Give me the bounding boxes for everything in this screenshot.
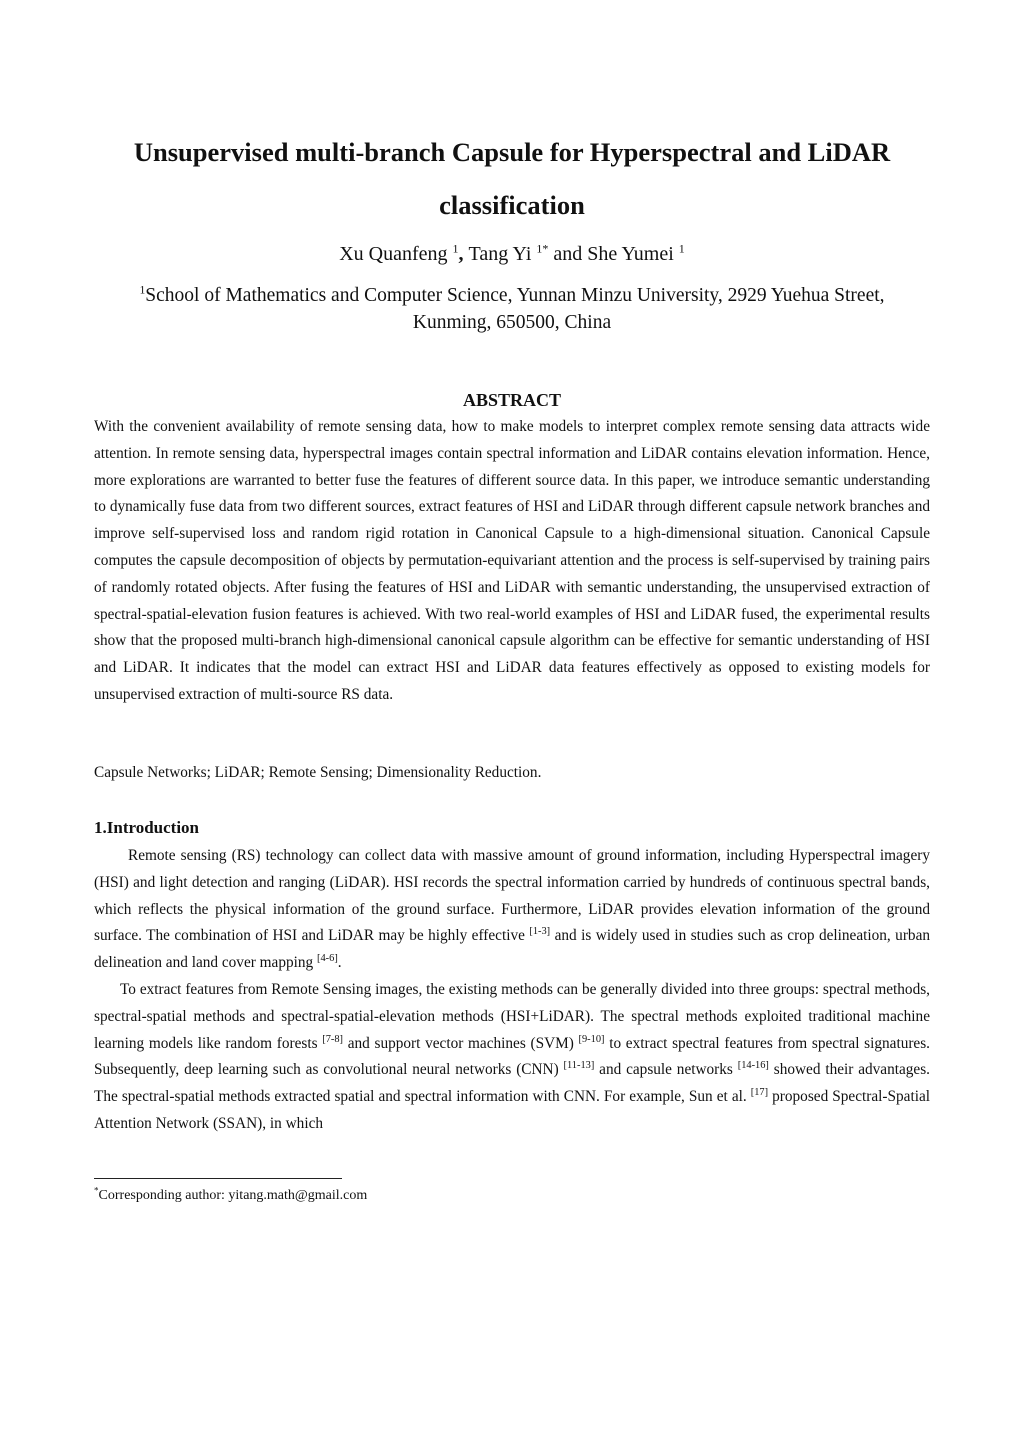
footnote xyxy=(94,1185,368,1204)
keywords: Capsule Networks; LiDAR; Remote Sensing; Dimensionality Reduction. xyxy=(94,764,542,781)
author-affiliation-mark: 1 xyxy=(678,241,685,256)
paper-title-line-2: classification xyxy=(439,190,585,220)
paragraph-text: To extract features from Remote Sensing images, the existing methods can be generally divided into three groups: spectral methods, spectral-spatial methods and spectral-spatial-elevation methods (HSI+LiDAR). The spectral methods exploited traditional machine learning models like random forests xyxy=(94,980,930,1052)
citation: [11-13] xyxy=(563,1060,595,1072)
paragraph-text: proposed Spectral-Spatial Attention Network (SSAN), in which xyxy=(94,1088,930,1132)
author-list xyxy=(60,243,964,266)
citation: [4-6] xyxy=(317,953,338,965)
footnote-divider xyxy=(94,1178,342,1179)
citation: [1-3] xyxy=(529,926,551,938)
author-affiliation-mark: 1 xyxy=(452,241,459,256)
footnote-text: Corresponding author: yitang.math@gmail.com xyxy=(98,1188,368,1203)
paragraph-text: and is widely used in studies such as crop delineation, urban delineation and land cover mapping xyxy=(94,927,931,972)
author-name: Tang Yi xyxy=(468,243,532,265)
abstract-heading: ABSTRACT xyxy=(462,390,562,410)
affiliation-line-2: Kunming, 650500, China xyxy=(412,312,612,333)
section-heading-introduction: 1.Introduction xyxy=(94,818,200,837)
author-name: She Yumei xyxy=(587,243,674,265)
footnote-mark: * xyxy=(94,1185,99,1196)
author-name: Xu Quanfeng xyxy=(339,243,448,265)
paragraph-text: and capsule networks xyxy=(594,1061,738,1079)
author-separator: , xyxy=(458,243,469,265)
citation: [17] xyxy=(750,1087,769,1099)
paragraph-text: showed their advantages. The spectral-spatial methods extracted spatial and spectral information with CNN. For example, Sun et al. xyxy=(94,1061,930,1106)
affiliation xyxy=(60,282,964,336)
paragraph-text: . xyxy=(337,954,342,972)
author-affiliation-mark: 1* xyxy=(536,241,549,256)
paragraph xyxy=(94,843,930,977)
abstract-body: With the convenient availability of remote sensing data, how to make models to interpret complex remote sensing data attracts wide attention. In remote sensing data, hyperspectral images contain spectral information and LiDAR contains elevation information. Hence, more explorations are warranted to better fuse the features of different source data. In this paper, we introduce semantic understanding to dynamically fuse data from two different sources, extract features of HSI and LiDAR through different capsule network branches and improve self-supervised loss and random rigid rotation in Canonical Capsule to a high-dimensional situation. Canonical Capsule computes the capsule decomposition of objects by permutation-equivariant attention and the process is self-supervised by training pairs of randomly rotated objects. After fusing the features of HSI and LiDAR with semantic understanding, the unsupervised extraction of spectral-spatial-elevation fusion features is achieved. With two real-world examples of HSI and LiDAR fused, the experimental results show that the proposed multi-branch high-dimensional canonical capsule algorithm can be effective for semantic understanding of HSI and LiDAR. It indicates that the model can extract HSI and LiDAR data features effectively as opposed to existing models for unsupervised extraction of multi-source RS data. xyxy=(94,418,930,703)
author-separator: and xyxy=(548,243,588,265)
affiliation-mark: 1 xyxy=(139,283,146,297)
citation: [9-10] xyxy=(578,1033,605,1045)
paragraph xyxy=(94,977,930,1138)
introduction-body xyxy=(94,843,930,1138)
paragraph-text: and support vector machines (SVM) xyxy=(343,1034,579,1052)
affiliation-line-1: School of Mathematics and Computer Science, Yunnan Minzu University, 2929 Yuehua Street, xyxy=(145,285,885,306)
paragraph-text: Remote sensing (RS) technology can collect data with massive amount of ground information, including Hyperspectral imagery (HSI) and light detection and ranging (LiDAR). HSI records the spectral information carried by hundreds of continuous spectral bands, which reflects the physical information of the ground surface. Furthermore, LiDAR provides elevation information of the ground surface. The combination of HSI and LiDAR may be highly effective xyxy=(94,847,930,945)
paper-title-line-1: Unsupervised multi-branch Capsule for Hyperspectral and LiDAR xyxy=(133,137,891,167)
paragraph-text: to extract spectral features from spectral signatures. Subsequently, deep learning such as convolutional neural networks (CNN) xyxy=(94,1034,931,1079)
citation: [14-16] xyxy=(737,1060,769,1072)
citation: [7-8] xyxy=(322,1033,344,1045)
